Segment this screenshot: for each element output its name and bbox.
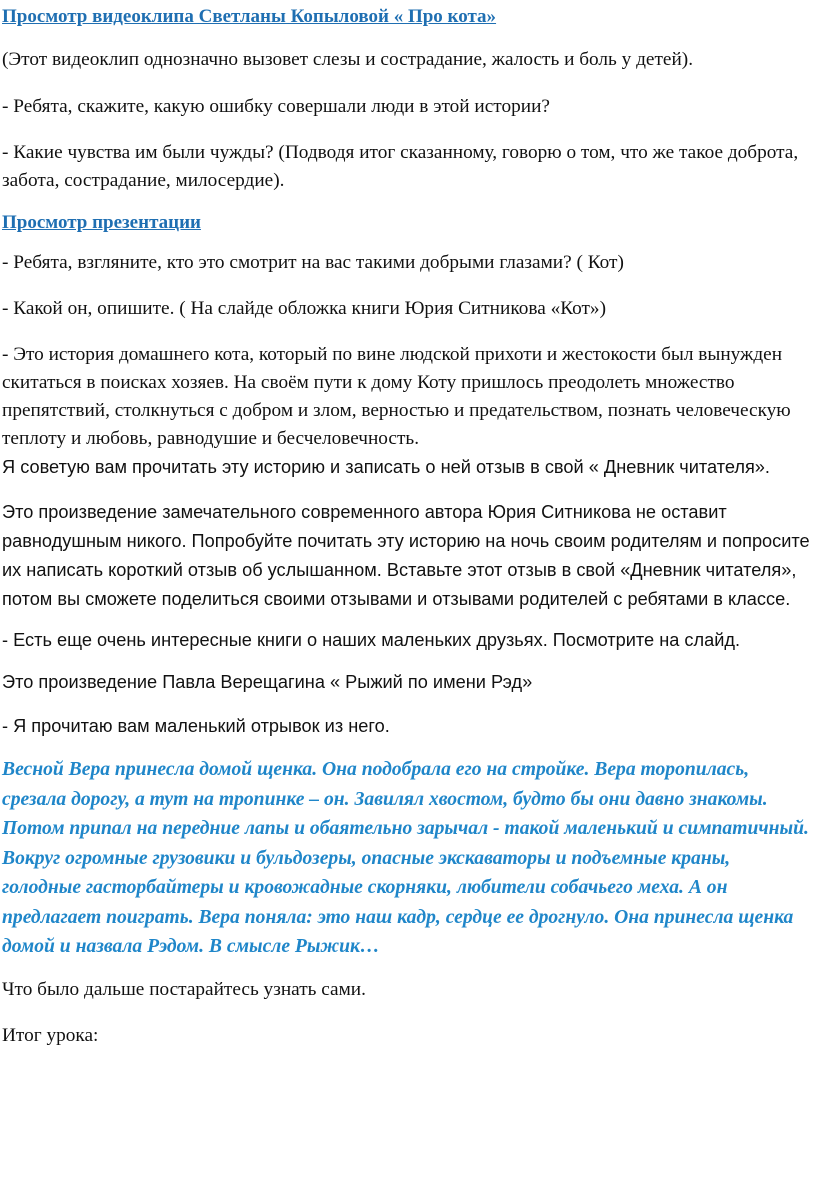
paragraph-question-mistake: - Ребята, скажите, какую ошибку совершали люди в этой истории? bbox=[2, 96, 550, 117]
paragraph-author-recommendation: Это произведение замечательного современного автора Юрия Ситникова не оставит равнодушным никого. Попробуйте почитать эту историю на ночь своим родителям и попросите их написать короткий отзыв об услышанном. Вставьте этот отзыв в свой «Дневник читателя», потом вы сможете поделиться своими отзывами и отзывами родителей с ребятами в классе. bbox=[2, 502, 810, 609]
section-heading-videoclip: Просмотр видеоклипа Светланы Копыловой « Про кота» bbox=[2, 6, 497, 27]
paragraph-who-is-looking: - Ребята, взгляните, кто это смотрит на вас такими добрыми глазами? ( Кот) bbox=[2, 252, 624, 273]
paragraph-describe-cat: - Какой он, опишите. ( На слайде обложка книги Юрия Ситникова «Кот») bbox=[2, 298, 606, 319]
paragraph-find-out: Что было дальше постарайтесь узнать сами. bbox=[2, 978, 366, 1000]
paragraph-read-excerpt: - Я прочитаю вам маленький отрывок из него. bbox=[2, 716, 390, 736]
paragraph-lesson-summary: Итог урока: bbox=[2, 1024, 99, 1046]
paragraph-cat-story: - Это история домашнего кота, который по вине людской прихоти и жестокости был вынужден скитаться в поисках хозяев. На своём пути к дому Коту пришлось преодолеть множество препятствий, столкнуться с добром и злом, верностью и предательством, познать человеческую теплоту и любовь, равнодушие и бесчеловечность. bbox=[2, 344, 791, 449]
excerpt-text: Весной Вера принесла домой щенка. Она подобрала его на стройке. Вера торопилась, срезала дорогу, а тут на тропинке – он. Завилял хвостом, будто бы они давно знакомы. Потом припал на передние лапы и обаятельно зарычал - такой маленький и симпатичный. Вокруг огромные грузовики и бульдозеры, опасные экскаваторы и подъемные краны, голодные гасторбайтеры и кровожадные скорняки, любители собачьего меха. А он предлагает поиграть. Вера поняла: это наш кадр, сердце ее дрогнуло. Она принесла щенка домой и назвала Рэдом. В смысле Рыжик… bbox=[2, 759, 809, 957]
paragraph-red-book: Это произведение Павла Верещагина « Рыжий по имени Рэд» bbox=[2, 672, 533, 692]
paragraph-reading-advice: Я советую вам прочитать эту историю и записать о ней отзыв в свой « Дневник читателя». bbox=[2, 457, 770, 477]
paragraph-more-books: - Есть еще очень интересные книги о наших маленьких друзьях. Посмотрите на слайд. bbox=[2, 630, 741, 650]
section-heading-presentation: Просмотр презентации bbox=[2, 212, 201, 233]
paragraph-videoclip-note: (Этот видеоклип однозначно вызовет слезы и сострадание, жалость и боль у детей). bbox=[2, 49, 694, 70]
paragraph-question-feelings: - Какие чувства им были чужды? (Подводя итог сказанному, говорю о том, что же такое доброта, забота, сострадание, милосердие). bbox=[2, 142, 799, 191]
